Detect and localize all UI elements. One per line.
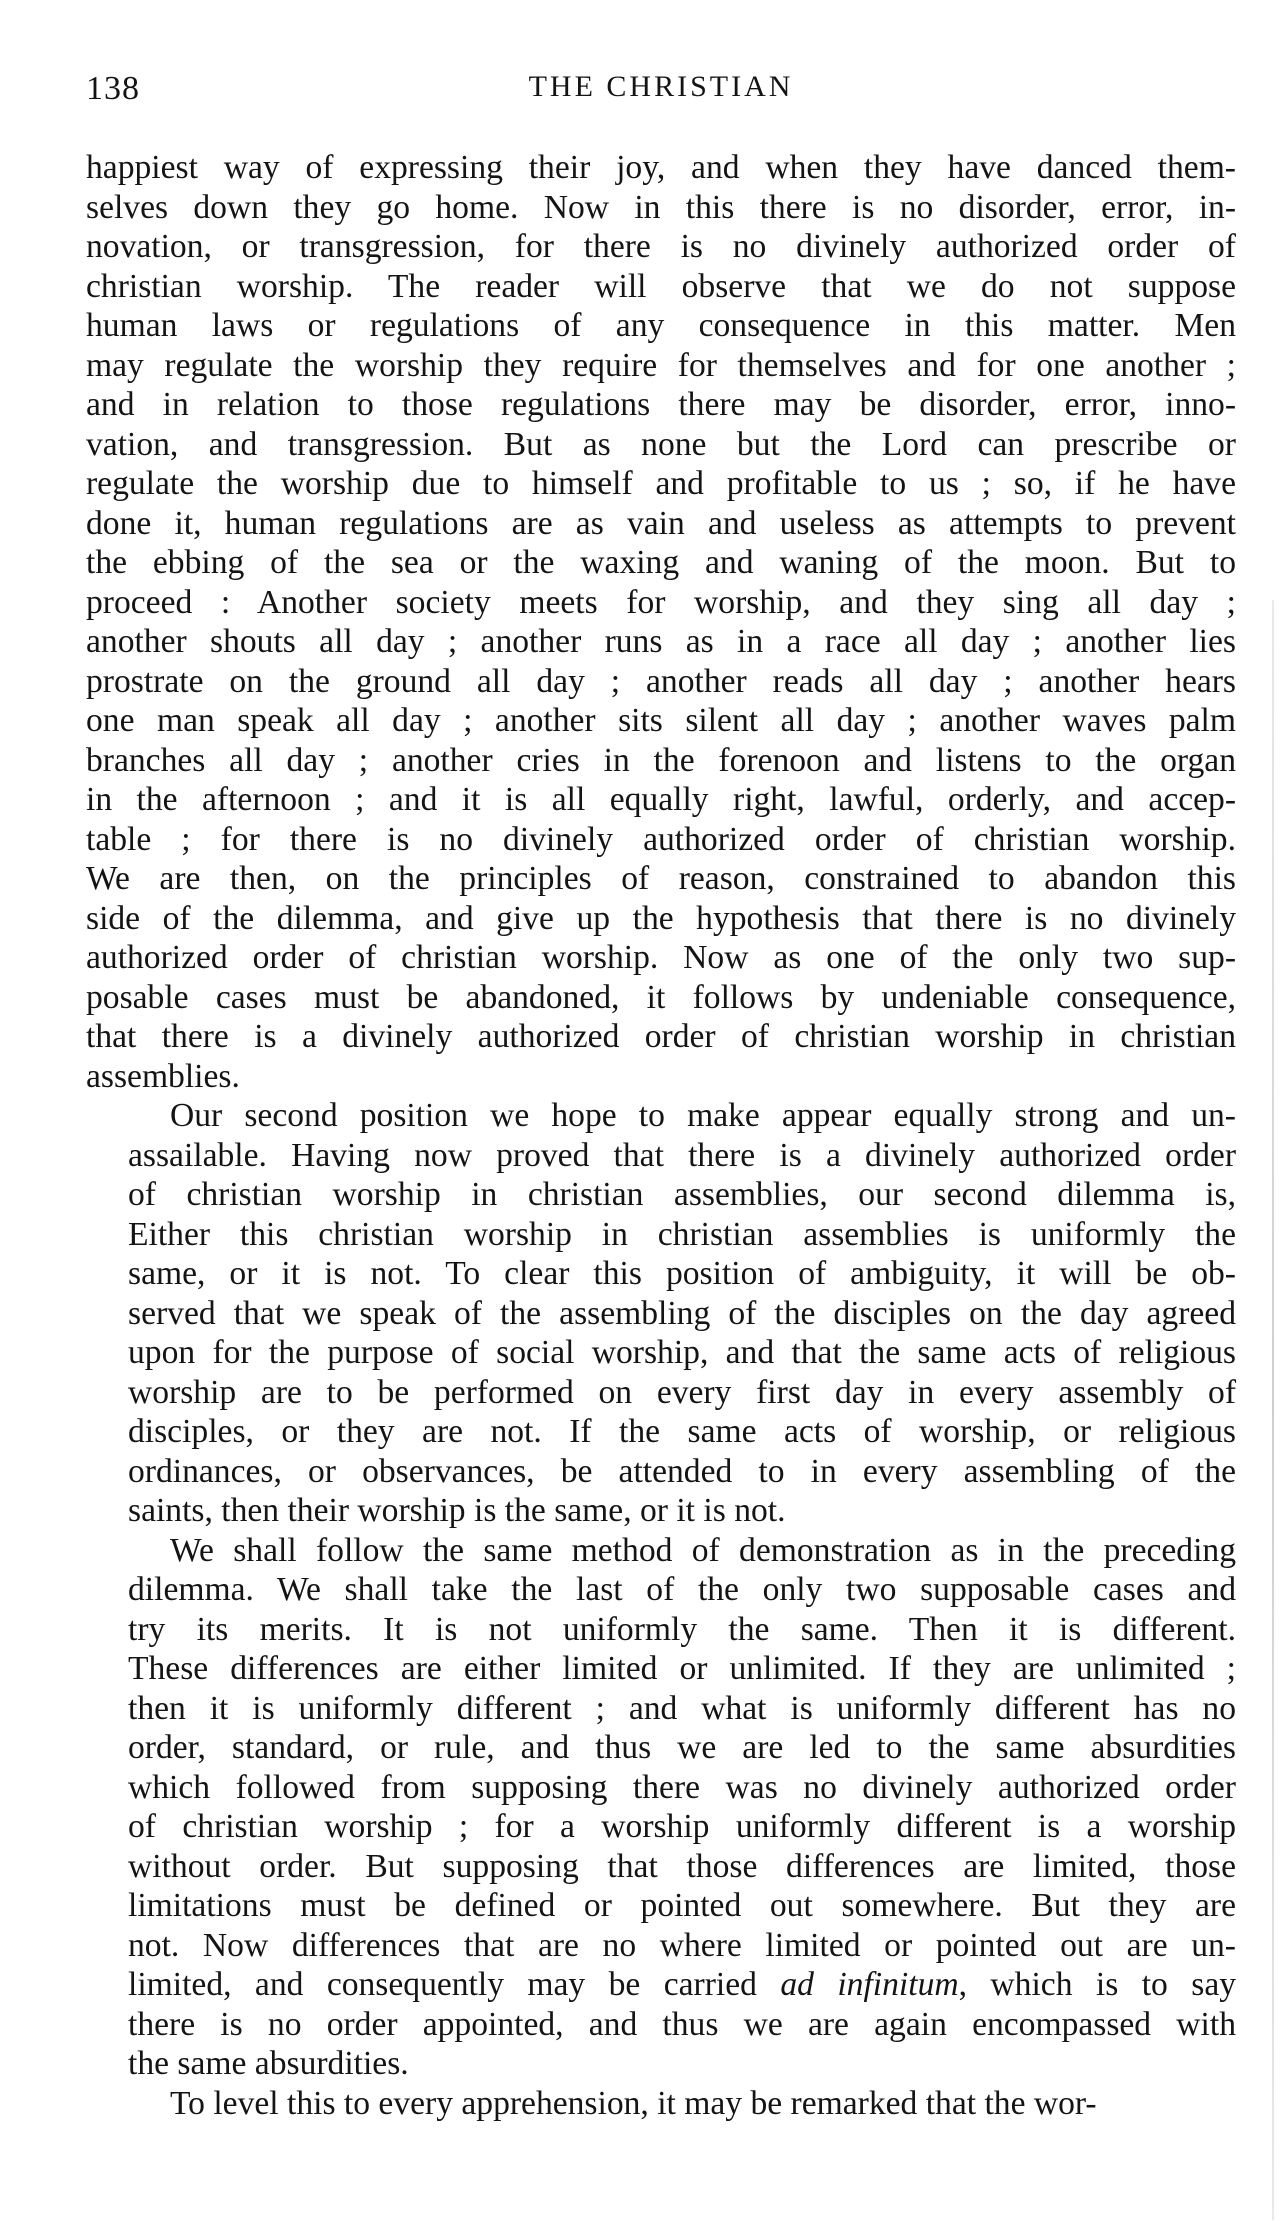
text-line: which followed from supposing there was no divinely authorized order — [128, 1768, 1236, 1806]
text-line: branches all day ; another cries in the forenoon and listens to the organ — [86, 741, 1236, 779]
text-line: christian worship. The reader will observe that we do not suppose — [86, 267, 1236, 305]
text-line: worship are to be performed on every first day in every assembly of — [128, 1373, 1236, 1411]
page-number: 138 — [86, 70, 140, 107]
text-line: saints, then their worship is the same, or it is not. — [128, 1492, 786, 1529]
text-line: there is no order appointed, and thus we are again encompassed with — [128, 2005, 1236, 2043]
text-line: prostrate on the ground all day ; another reads all day ; another hears — [86, 662, 1236, 700]
body-text — [86, 148, 1236, 2123]
text-line: order, standard, or rule, and thus we are led to the same absurdities — [128, 1729, 1236, 1766]
text-line: authorized order of christian worship. Now as one of the only two sup- — [86, 939, 1236, 976]
text-line: regulate the worship due to himself and profitable to us ; so, if he have — [86, 465, 1236, 502]
text-line: table ; for there is no divinely authorized order of christian worship. — [86, 820, 1236, 858]
text-line: novation, or transgression, for there is no divinely authorized order of — [86, 228, 1236, 265]
text-line: selves down they go home. Now in this there is no disorder, error, in- — [86, 188, 1236, 226]
text-line: limited, and consequently may be carried ad infinitum, which is to say — [128, 1966, 1237, 2003]
paragraph-2 — [86, 1096, 1236, 1531]
text-line: We shall follow the same method of demonstration as in the preceding — [170, 1531, 1236, 1569]
paragraph-1 — [86, 148, 1236, 1096]
text-line: assailable. Having now proved that there is a divinely authorized order — [128, 1136, 1236, 1174]
text-line: side of the dilemma, and give up the hypothesis that there is no divinely — [86, 899, 1236, 937]
text-line: To level this to every apprehension, it may be remarked that the wor- — [170, 2084, 1097, 2122]
italic-phrase: ad infinitum — [780, 1966, 959, 2003]
text-line: try its merits. It is not uniformly the same. Then it is different. — [128, 1610, 1236, 1648]
text-line: disciples, or they are not. If the same acts of worship, or religious — [128, 1413, 1236, 1450]
text-line: and in relation to those regulations there may be disorder, error, inno- — [86, 386, 1236, 423]
text-line: served that we speak of the assembling of the disciples on the day agreed — [128, 1294, 1236, 1332]
text-line: then it is uniformly different ; and what is uniformly different has no — [128, 1689, 1236, 1727]
text-line: in the afternoon ; and it is all equally right, lawful, orderly, and accep- — [86, 781, 1236, 818]
text-line: proceed : Another society meets for worship, and they sing all day ; — [86, 583, 1236, 621]
text-line: vation, and transgression. But as none but the Lord can prescribe or — [86, 425, 1236, 463]
text-line: that there is a divinely authorized order of christian worship in christian — [86, 1018, 1236, 1055]
text-line: happiest way of expressing their joy, and when they have danced them- — [86, 149, 1236, 186]
text-line: posable cases must be abandoned, it follows by undeniable consequence, — [86, 978, 1236, 1016]
text-line: done it, human regulations are as vain and useless as attempts to prevent — [86, 504, 1236, 542]
text-line: dilemma. We shall take the last of the only two supposable cases and — [128, 1571, 1236, 1608]
text-line: upon for the purpose of social worship, and that the same acts of religious — [128, 1334, 1236, 1371]
text-line: We are then, on the principles of reason, constrained to abandon this — [86, 860, 1236, 897]
paragraph-3 — [86, 1531, 1236, 2084]
text-line: assemblies. — [86, 1057, 240, 1095]
text-line: limitations must be defined or pointed out somewhere. But they are — [128, 1887, 1236, 1924]
text-line: not. Now differences that are no where limited or pointed out are un- — [128, 1926, 1236, 1964]
text-line: without order. But supposing that those differences are limited, those — [128, 1847, 1236, 1885]
text-line: same, or it is not. To clear this position of ambiguity, it will be ob- — [128, 1255, 1236, 1292]
text-line: of christian worship ; for a worship uniformly different is a worship — [128, 1808, 1236, 1845]
text-line: ordinances, or observances, be attended to in every assembling of the — [128, 1452, 1236, 1490]
running-head — [86, 70, 1236, 130]
text-line: the ebbing of the sea or the waxing and waning of the moon. But to — [86, 544, 1236, 581]
text-line: Either this christian worship in christian assemblies is uniformly the — [128, 1215, 1236, 1253]
paragraph-4 — [86, 2084, 1236, 2124]
text-line: human laws or regulations of any consequence in this matter. Men — [86, 307, 1236, 344]
text-line: may regulate the worship they require for themselves and for one another ; — [86, 346, 1236, 384]
text-line: Our second position we hope to make appear equally strong and un- — [170, 1097, 1236, 1134]
text-line: These differences are either limited or unlimited. If they are unlimited ; — [128, 1650, 1236, 1687]
text-line: the same absurdities. — [128, 2045, 409, 2082]
running-title: THE CHRISTIAN — [528, 70, 794, 103]
text-line: one man speak all day ; another sits silent all day ; another waves palm — [86, 702, 1236, 739]
text-line: another shouts all day ; another runs as in a race all day ; another lies — [86, 623, 1236, 660]
text-line: of christian worship in christian assemblies, our second dilemma is, — [128, 1176, 1236, 1213]
